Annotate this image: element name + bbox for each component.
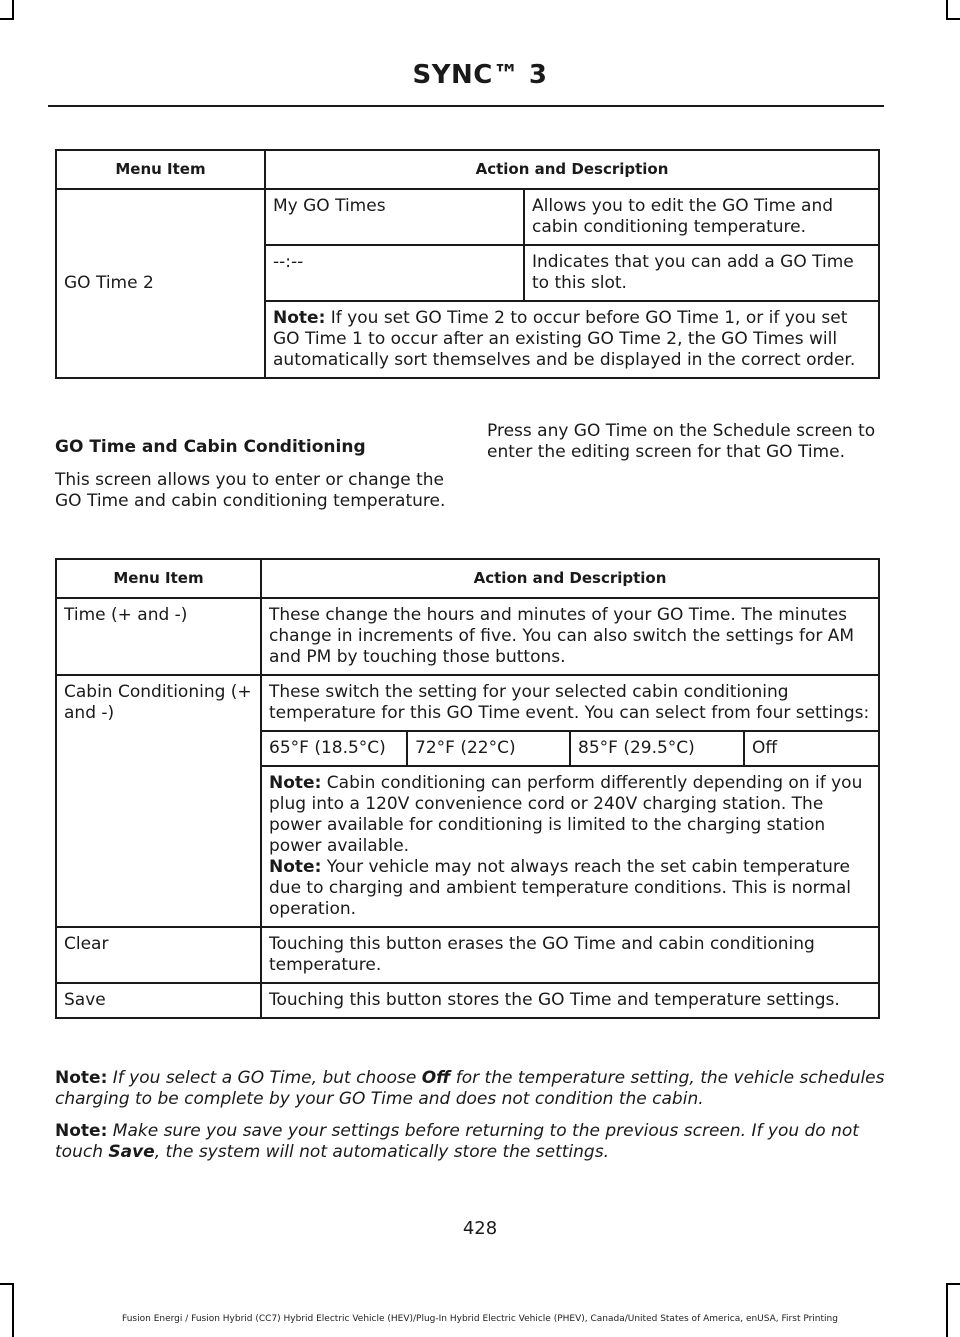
crop-mark (0, 18, 14, 20)
crop-mark (946, 1283, 960, 1285)
note-text: Your vehicle may not always reach the set cabin temperature due to charging and ambient temperature conditions. This is normal operation. (269, 857, 852, 919)
menu-item-time: Time (+ and -) (56, 598, 261, 675)
note-text: , the system will not automatically store the settings. (154, 1142, 609, 1162)
column-header-action: Action and Description (265, 150, 879, 189)
sub-item-empty-slot: --:-- (265, 245, 524, 301)
crop-mark (946, 18, 960, 20)
menu-item-description: Touching this button stores the GO Time and temperature settings. (261, 983, 879, 1018)
page-title: SYNC™ 3 (412, 60, 548, 90)
column-header-menu-item: Menu Item (56, 150, 265, 189)
note-label: Note: (269, 857, 322, 877)
menu-item-description: These change the hours and minutes of your GO Time. The minutes change in increments of five. You can also switch the settings for AM and PM by touching those buttons. (261, 598, 879, 675)
table-row (56, 189, 879, 245)
menu-item-cabin-conditioning: Cabin Conditioning (+ and -) (56, 675, 261, 927)
table-note (261, 766, 879, 927)
note-text: Make sure you save your settings before returning to the previous screen. If you do not touch (55, 1121, 859, 1162)
table-row (56, 983, 879, 1018)
table-row (56, 927, 879, 983)
note-keyword-off: Off (421, 1068, 451, 1088)
section-left-column (55, 437, 450, 512)
note-text: for the temperature setting, the vehicle schedules charging to be complete by your GO Time and does not condition the cabin. (55, 1068, 885, 1109)
table-row (56, 598, 879, 675)
section-heading: GO Time and Cabin Conditioning (55, 437, 366, 457)
note-text: If you set GO Time 2 to occur before GO Time 1, or if you set GO Time 1 to occur after an existing GO Time 2, the GO Times will automatically sort themselves and be displayed in the correct order. (273, 308, 856, 370)
sub-item-description: Indicates that you can add a GO Time to this slot. (524, 245, 879, 301)
note-label: Note: (269, 773, 322, 793)
table-row (56, 675, 879, 731)
note-keyword-save: Save (108, 1142, 155, 1162)
table-header-row (56, 150, 879, 189)
crop-mark (12, 0, 14, 18)
note-label: Note: (55, 1121, 108, 1141)
section-right-column (487, 421, 882, 463)
menu-item-description: These switch the setting for your selected cabin conditioning temperature for this GO Time event. You can select from four settings: (261, 675, 879, 731)
column-header-menu-item: Menu Item (56, 559, 261, 598)
note-text: If you select a GO Time, but choose (112, 1068, 417, 1088)
crop-mark (0, 1283, 14, 1285)
setting-65f: 65°F (18.5°C) (261, 731, 407, 766)
page-note (55, 1121, 885, 1163)
setting-85f: 85°F (29.5°C) (570, 731, 744, 766)
note-text: Cabin conditioning can perform differently depending on if you plug into a 120V convenience cord or 240V charging station. The power available for conditioning is limited to the charging station power available. (269, 773, 863, 856)
menu-item-clear: Clear (56, 927, 261, 983)
sub-item-description: Allows you to edit the GO Time and cabin conditioning temperature. (524, 189, 879, 245)
page-number: 428 (462, 1218, 498, 1239)
go-time-cabin-table (55, 558, 880, 1019)
setting-off: Off (744, 731, 879, 766)
go-time-2-table (55, 149, 880, 379)
table-note (265, 301, 879, 378)
section-paragraph: Press any GO Time on the Schedule screen to enter the editing screen for that GO Time. (487, 421, 876, 462)
menu-item-description: Touching this button erases the GO Time and cabin conditioning temperature. (261, 927, 879, 983)
crop-mark (946, 0, 948, 18)
table-header-row (56, 559, 879, 598)
note-label: Note: (273, 308, 326, 328)
crop-mark (946, 1283, 948, 1337)
header-rule (48, 105, 884, 107)
setting-72f: 72°F (22°C) (407, 731, 570, 766)
menu-item-go-time-2: GO Time 2 (56, 189, 265, 378)
crop-mark (12, 1283, 14, 1337)
page-footer: Fusion Energi / Fusion Hybrid (CC7) Hybrid Electric Vehicle (HEV)/Plug-In Hybrid Electric Vehicle (PHEV), Canada/United States of America, enUSA, First Printing (122, 1314, 838, 1324)
menu-item-save: Save (56, 983, 261, 1018)
column-header-action: Action and Description (261, 559, 879, 598)
section-paragraph: This screen allows you to enter or change the GO Time and cabin conditioning temperature. (55, 470, 446, 511)
page-note (55, 1068, 885, 1110)
note-label: Note: (55, 1068, 108, 1088)
sub-item-my-go-times: My GO Times (265, 189, 524, 245)
